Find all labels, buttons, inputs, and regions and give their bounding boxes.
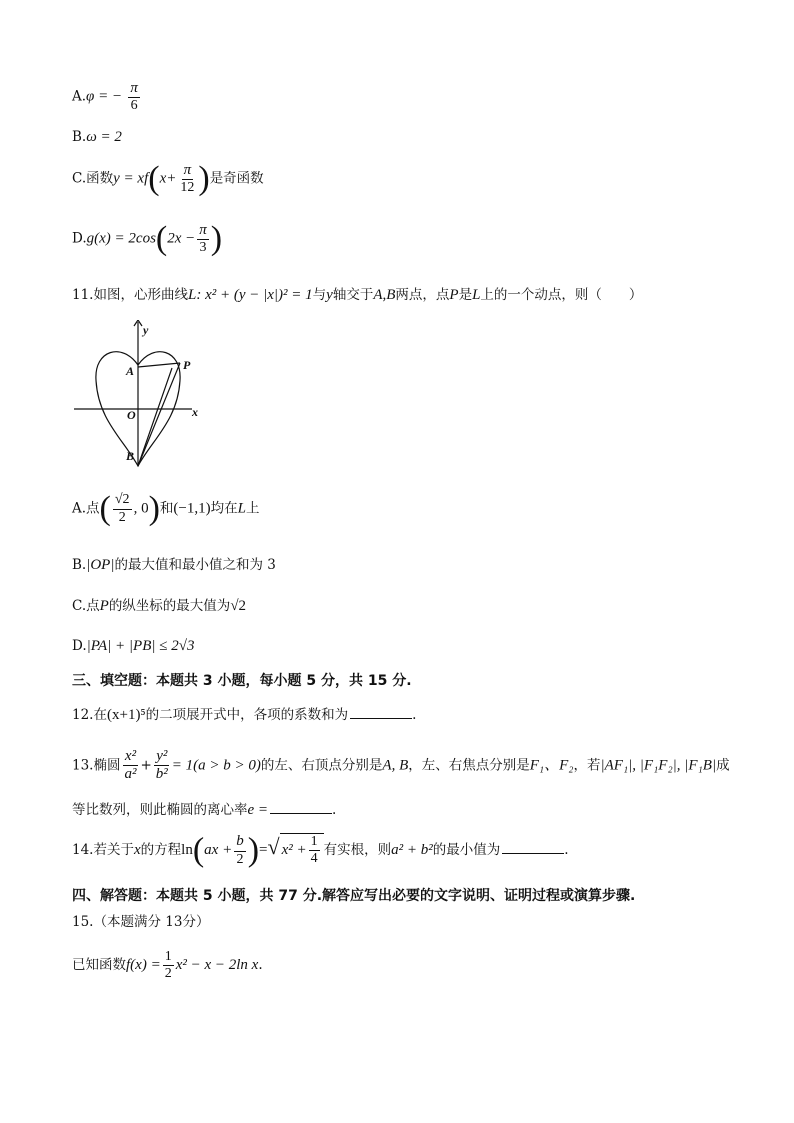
section-3-title: 三、填空题：本题共 3 小题，每小题 5 分，共 15 分.: [72, 673, 412, 689]
segment-pa: [138, 363, 180, 367]
option-a-fraction: $\frac{\pi}{6}$: [130, 80, 138, 114]
q15-header: 15.（本题满分 13分）: [72, 914, 210, 930]
label-p: P: [183, 358, 191, 372]
q15-stem: 已知函数f(x) = $\frac{1}{2}$ x² − x − 2ln x.: [72, 949, 263, 982]
option-a-expr: φ = −: [86, 88, 123, 105]
label-x: x: [192, 405, 198, 419]
q13-line2: 等比数列，则此椭圆的离心率e = .: [72, 802, 337, 818]
q11-option-c: C.点P的纵坐标的最大值为√2: [72, 598, 247, 614]
label-y: y: [143, 323, 149, 337]
q12: 12.在(x+1)⁵的二项展开式中，各项的系数和为 .: [72, 707, 417, 723]
q11-option-a-fraction: $\frac{√2}{2}$: [114, 492, 130, 525]
option-c-fraction: $\frac{\pi}{12}$: [180, 162, 195, 196]
q11-option-a: A.点( $\frac{√2}{2}$ , 0)和(−1,1)均在L上: [72, 490, 260, 527]
segment-pb: [138, 363, 180, 466]
q10-option-a: A.φ = − $\frac{\pi}{6}$: [72, 80, 138, 114]
label-a: A: [126, 364, 135, 378]
answer-blank[interactable]: [502, 841, 564, 854]
q11-option-b: B.|OP|的最大值和最小值之和为 3: [72, 557, 276, 573]
heart-curve-figure: [72, 320, 212, 470]
q10-option-d: D.g(x) = 2cos(2x − $\frac{\pi}{3}$ ): [72, 220, 223, 258]
q13-line1: 13.椭圆 $\frac{\text{x²}}{\text{a²}}$ + $\frac{\text{y²}}{\text{b²}}$ = 1(a > b > 0)的左、右顶点分别是A, B，左、右焦点分别是F₁、F₂，若|AF₁|, |F₁F₂|, |F₁B|成: [72, 748, 730, 783]
q11-option-d: D.|PA| + |PB| ≤ 2√3: [72, 638, 195, 654]
q10-option-c: C.函数y = xf(x+ $\frac{\pi}{12}$ )是奇函数: [72, 160, 264, 198]
q14: 14.若关于x的方程ln(ax + $\frac{b}{2}$ )=√ x² + $\frac{1}{4}$ 有实根，则a² + b²的最小值为 .: [72, 831, 569, 869]
q11-stem: 11.如图，心形曲线L: x² + (y − |x|)² = 1与y轴交于A,B两点，点P是L上的一个动点，则（ ）: [72, 287, 643, 303]
option-d-fraction: $\frac{\pi}{3}$: [199, 222, 207, 256]
answer-blank[interactable]: [350, 706, 412, 719]
q10-option-b: B.ω = 2: [72, 129, 122, 145]
label-b: B: [126, 449, 135, 463]
label-o: O: [127, 408, 136, 422]
segment-pb2: [138, 368, 172, 466]
section-4-title: 四、解答题：本题共 5 小题，共 77 分.解答应写出必要的文字说明、证明过程或演算步骤.: [72, 888, 636, 904]
answer-blank[interactable]: [270, 801, 332, 814]
option-b-expr: ω = 2: [86, 129, 122, 145]
